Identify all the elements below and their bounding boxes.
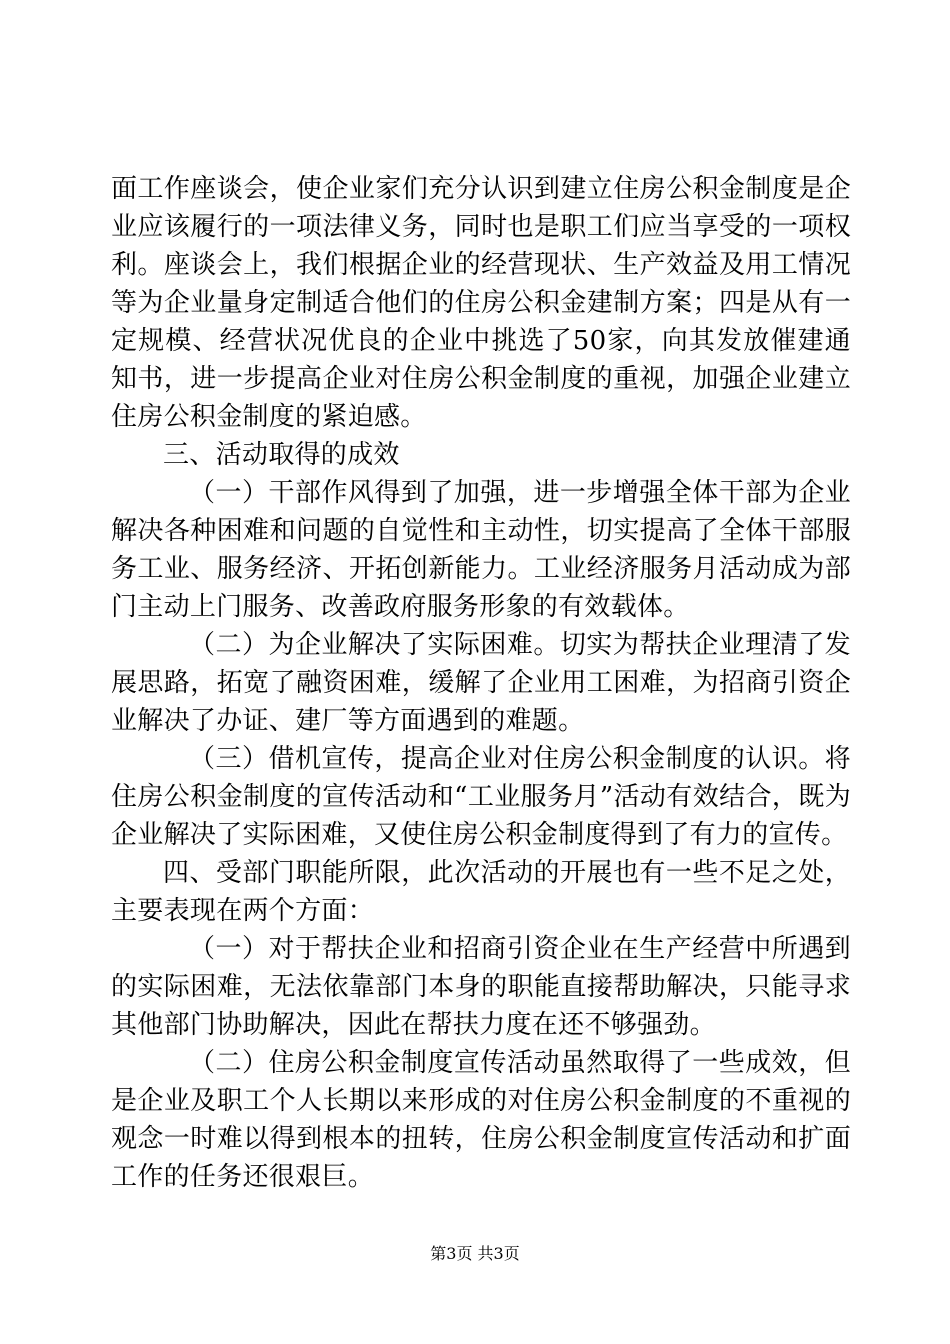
section-heading-3: 三、活动取得的成效 xyxy=(163,440,400,470)
paragraph-4-1: （一）对于帮扶企业和招商引资企业在生产经营中所遇到的实际困难，无法依靠部门本身的职能直接帮助解决，只能寻求其他部门协助解决，因此在帮扶力度在还不够强劲。 xyxy=(111,934,851,1040)
section-heading-4: 四、受部门职能所限，此次活动的开展也有一些不足之处，主要表现在两个方面： xyxy=(111,858,851,926)
page-footer: 第3页 共3页 xyxy=(430,1244,520,1263)
paragraph-3-1: （一）干部作风得到了加强，进一步增强全体干部为企业解决各种困难和问题的自觉性和主动性，切实提高了全体干部服务工业、服务经济、开拓创新能力。工业经济服务月活动成为部门主动上门服务、改善政府服务形象的有效载体。 xyxy=(111,478,851,622)
document-body xyxy=(111,170,851,1196)
paragraph-4-2: （二）住房公积金制度宣传活动虽然取得了一些成效，但是企业及职工个人长期以来形成的对住房公积金制度的不重视的观念一时难以得到根本的扭转，住房公积金制度宣传活动和扩面工作的任务还很艰巨。 xyxy=(111,1048,851,1192)
paragraph-3-2: （二）为企业解决了实际困难。切实为帮扶企业理清了发展思路，拓宽了融资困难，缓解了企业用工困难，为招商引资企业解决了办证、建厂等方面遇到的难题。 xyxy=(111,630,851,736)
paragraph-continuation: 面工作座谈会，使企业家们充分认识到建立住房公积金制度是企业应该履行的一项法律义务，同时也是职工们应当享受的一项权利。座谈会上，我们根据企业的经营现状、生产效益及用工情况等为企业量身定制适合他们的住房公积金建制方案；四是从有一定规模、经营状况优良的企业中挑选了50家，向其发放催建通知书，进一步提高企业对住房公积金制度的重视，加强企业建立住房公积金制度的紧迫感。 xyxy=(111,174,851,432)
paragraph-3-3: （三）借机宣传，提高企业对住房公积金制度的认识。将住房公积金制度的宣传活动和“工业服务月”活动有效结合，既为企业解决了实际困难，又使住房公积金制度得到了有力的宣传。 xyxy=(111,744,851,850)
